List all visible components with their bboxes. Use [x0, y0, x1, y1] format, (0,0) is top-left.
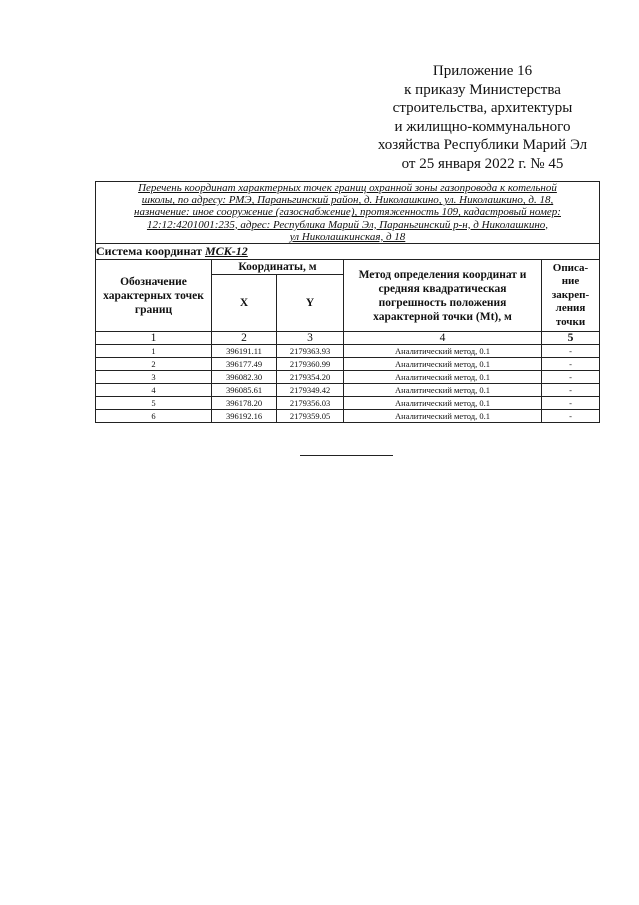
- y-cell: 2179354.20: [277, 371, 344, 384]
- description-line: школы, по адресу: РМЭ, Параньгинский район, д. Николашкино, ул. Николашкино, д. 18,: [141, 194, 554, 207]
- desc-cell: -: [542, 371, 600, 384]
- description-row: [96, 182, 600, 244]
- y-cell: 2179360.99: [277, 358, 344, 371]
- description-line: назначение: иное сооружение (газоснабжение), протяженность 109, кадастровый номер:: [134, 206, 561, 219]
- column-number: 1: [96, 332, 212, 345]
- description-line: ул Николашкинская, д 18: [289, 230, 406, 243]
- desc-cell: -: [542, 384, 600, 397]
- table-row: [96, 384, 600, 397]
- x-cell: 396085.61: [212, 384, 277, 397]
- header-method: Метод определения координат и средняя квадратическая погрешность положения характерной точки (Mt), м: [344, 260, 542, 332]
- y-cell: 2179359.05: [277, 410, 344, 423]
- y-cell: 2179356.03: [277, 397, 344, 410]
- column-number: 2: [212, 332, 277, 345]
- description-line: Перечень координат характерных точек границ охранной зоны газопровода к котельной: [138, 182, 557, 194]
- header-line: Приложение 16: [432, 63, 533, 79]
- table-row: [96, 410, 600, 423]
- description-line: 12:12:4201001:235, адрес: Республика Марий Эл, Параньгинский р-н, д Николашкино,: [146, 218, 549, 231]
- header-line: хозяйства Республики Марий Эл: [377, 137, 588, 153]
- column-number: 5: [542, 332, 600, 345]
- header-line: строительства, архитектуры: [392, 100, 573, 116]
- header-line: к приказу Министерства: [404, 81, 561, 98]
- method-cell: Аналитический метод, 0.1: [344, 358, 542, 371]
- header-line: от 25 января 2022 г. № 45: [401, 155, 564, 172]
- header-x: X: [212, 275, 277, 332]
- table-row: [96, 371, 600, 384]
- x-cell: 396191.11: [212, 345, 277, 358]
- desc-cell: -: [542, 358, 600, 371]
- method-cell: Аналитический метод, 0.1: [344, 371, 542, 384]
- method-cell: Аналитический метод, 0.1: [344, 384, 542, 397]
- table-row: [96, 397, 600, 410]
- method-cell: Аналитический метод, 0.1: [344, 397, 542, 410]
- end-divider: [300, 455, 393, 456]
- table-description: [96, 182, 600, 244]
- header-coordinates: Координаты, м: [212, 260, 344, 275]
- x-cell: 396178.20: [212, 397, 277, 410]
- x-cell: 396192.16: [212, 410, 277, 423]
- method-cell: Аналитический метод, 0.1: [344, 410, 542, 423]
- point-cell: 2: [96, 358, 212, 371]
- table-row: [96, 345, 600, 358]
- coordinate-system: [96, 244, 600, 260]
- column-number: 3: [277, 332, 344, 345]
- table-row: [96, 358, 600, 371]
- point-cell: 3: [96, 371, 212, 384]
- system-row: [96, 244, 600, 260]
- x-cell: 396082.30: [212, 371, 277, 384]
- system-label: Система координат: [96, 244, 202, 259]
- header-description: Описа-ние закреп-ления точки: [542, 260, 600, 332]
- coordinates-table: [95, 181, 600, 423]
- appendix-header: [340, 62, 625, 173]
- system-value: МСК-12: [204, 244, 248, 259]
- header-line: и жилищно-коммунального: [394, 118, 571, 135]
- y-cell: 2179349.42: [277, 384, 344, 397]
- method-cell: Аналитический метод, 0.1: [344, 345, 542, 358]
- column-number: 4: [344, 332, 542, 345]
- x-cell: 396177.49: [212, 358, 277, 371]
- desc-cell: -: [542, 410, 600, 423]
- y-cell: 2179363.93: [277, 345, 344, 358]
- desc-cell: -: [542, 345, 600, 358]
- header-point: Обозначение характерных точек границ: [96, 260, 212, 332]
- desc-cell: -: [542, 397, 600, 410]
- point-cell: 6: [96, 410, 212, 423]
- point-cell: 5: [96, 397, 212, 410]
- header-y: Y: [277, 275, 344, 332]
- point-cell: 4: [96, 384, 212, 397]
- header-row-1: [96, 260, 600, 275]
- column-number-row: [96, 332, 600, 345]
- point-cell: 1: [96, 345, 212, 358]
